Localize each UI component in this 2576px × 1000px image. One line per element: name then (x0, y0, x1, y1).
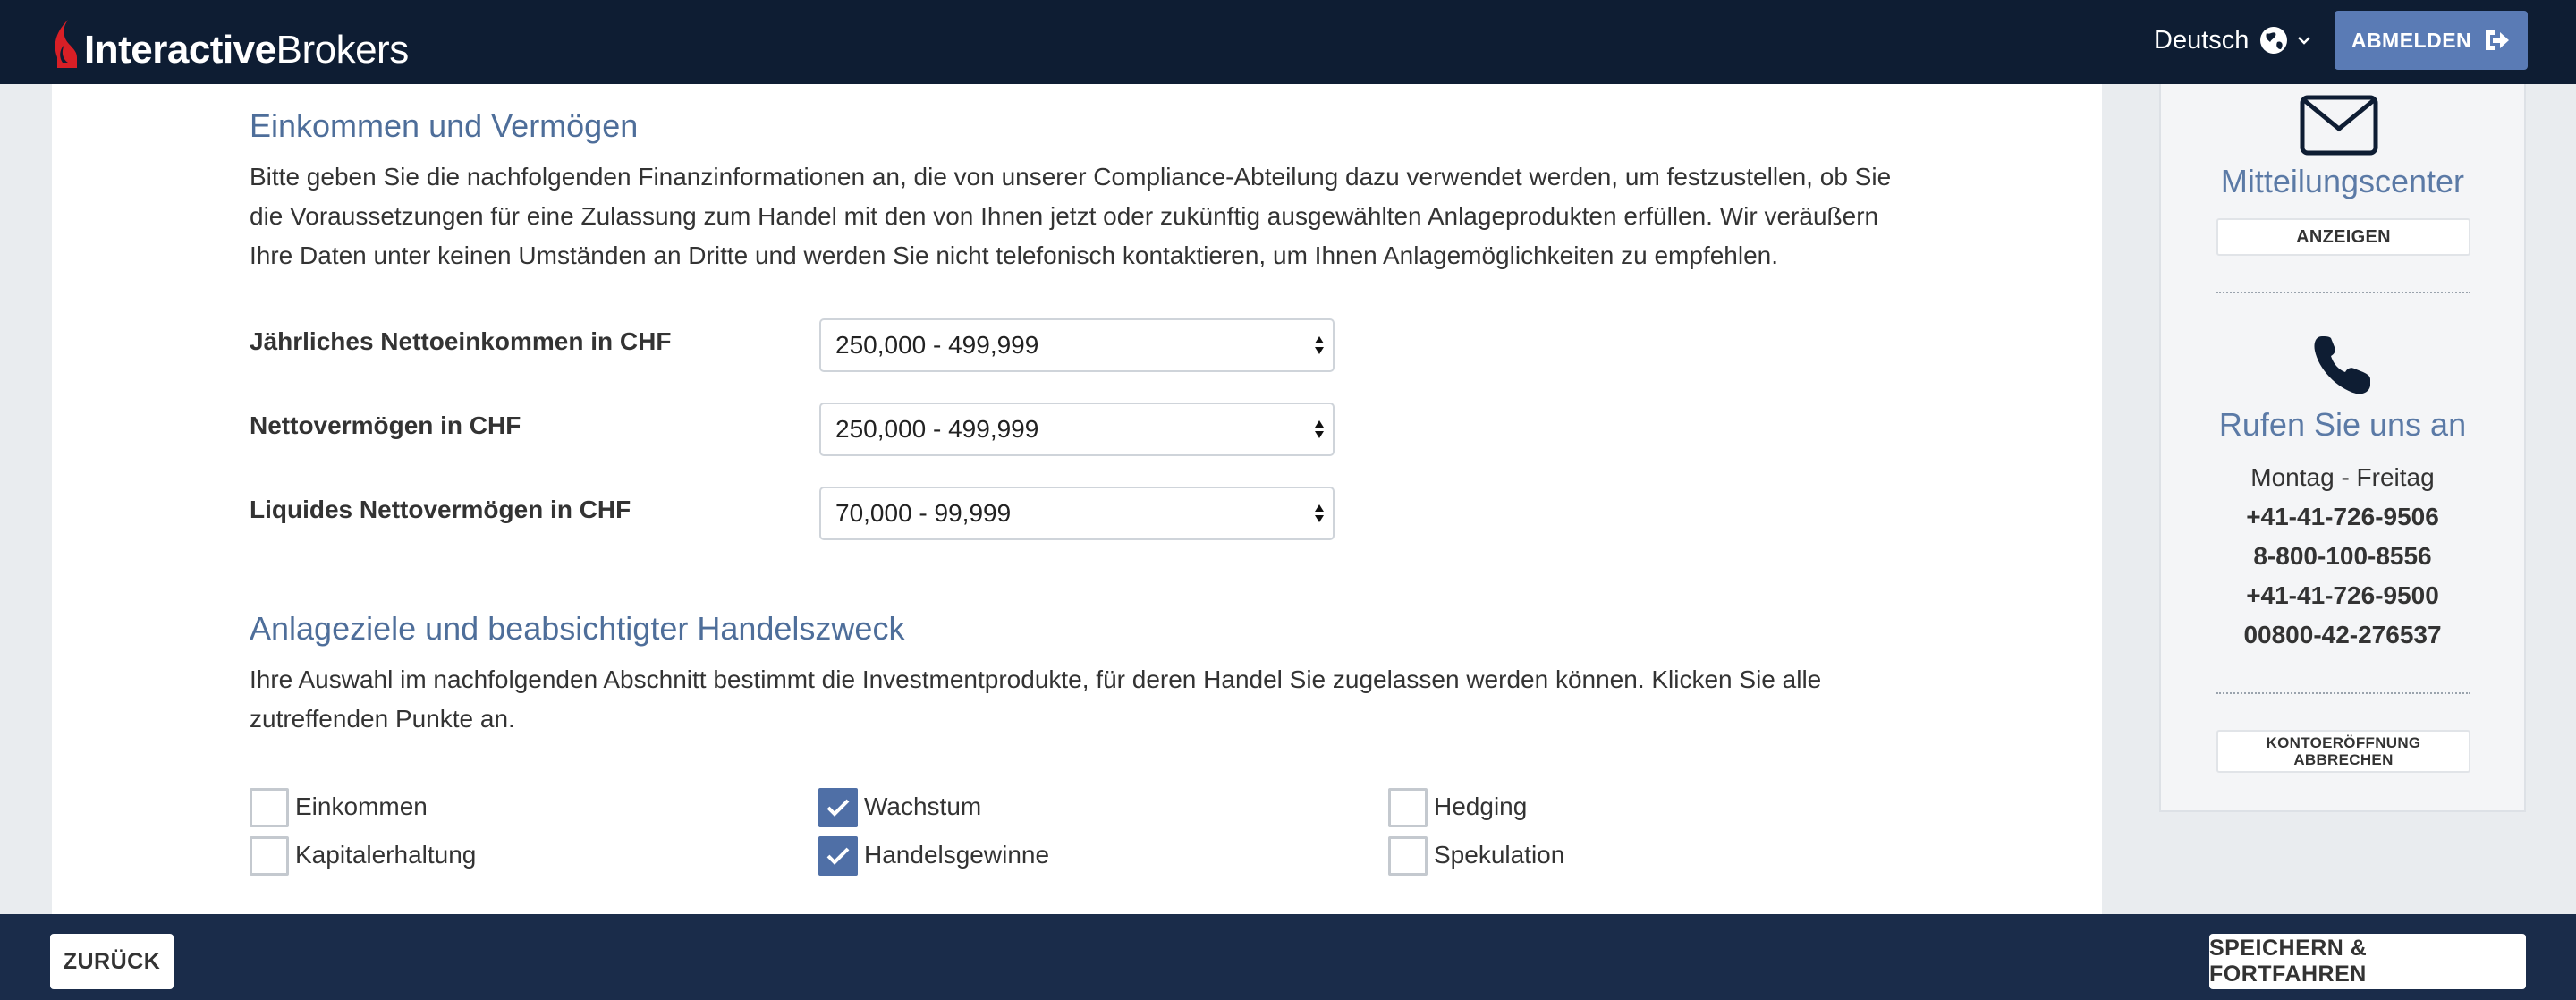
save-continue-button[interactable]: SPEICHERN & FORTFAHREN (2209, 934, 2526, 989)
phone-number[interactable]: +41-41-726-9506 (2246, 503, 2439, 530)
checkmark-icon (826, 846, 850, 866)
message-center-title: Mitteilungscenter (2220, 163, 2465, 199)
globe-icon (2259, 26, 2288, 55)
help-sidebar (2159, 84, 2526, 812)
phone-number[interactable]: 00800-42-276537 (2243, 621, 2442, 648)
goals-section-title: Anlageziele und beabsichtigter Handelszweck (250, 610, 905, 647)
income-section-title: Einkommen und Vermögen (250, 107, 639, 144)
back-button[interactable]: ZURÜCK (50, 934, 174, 989)
net-worth-select[interactable]: 250,000 - 499,999 (819, 403, 1335, 456)
business-hours: Montag - Freitag (2250, 463, 2435, 491)
checkbox-kapitalerhaltung[interactable] (250, 836, 289, 876)
logout-button[interactable] (2334, 11, 2528, 70)
checkbox-handelsgewinne[interactable] (818, 836, 858, 876)
checkmark-icon (826, 798, 850, 818)
view-messages-button[interactable]: ANZEIGEN (2216, 218, 2470, 256)
net-worth-label: Nettovermögen in CHF (250, 411, 521, 439)
checkbox-hedging[interactable] (1388, 788, 1428, 827)
select-arrows-icon (1313, 333, 1326, 358)
logout-label: ABMELDEN (2351, 28, 2472, 52)
goals-description: Ihre Auswahl im nachfolgenden Abschnitt bestimmt die Investmentprodukte, für deren Handel Sie zugelassen werden können. Klicken Sie alle zutreffenden Punkte an. (250, 665, 1822, 733)
cancel-application-button[interactable]: KONTOERÖFFNUNG ABBRECHEN (2216, 730, 2470, 773)
select-arrows-icon (1313, 417, 1326, 442)
footer-bar (0, 914, 2576, 1000)
checkbox-label-kapitalerhaltung: Kapitalerhaltung (295, 841, 477, 869)
income-description: Bitte geben Sie die nachfolgenden Finanzinformationen an, die von unserer Compliance-Abteilung dazu verwendet werden, um festzustellen, ob Sie die Voraussetzungen für eine Zulassung zum Handel mit den von Ihnen jetzt oder zukünftig ausgewählten Anlageprodukten erfüllen. Wir veräußern Ihre Daten unter keinen Umständen an Dritte und werden Sie nicht telefonisch kontaktieren, um Ihnen Anlagemöglichkeiten zu empfehlen. (250, 163, 1892, 269)
language-selector[interactable] (2154, 22, 2311, 58)
exit-icon (2484, 28, 2511, 53)
top-navbar (0, 0, 2576, 84)
logo[interactable] (50, 16, 409, 70)
checkbox-wachstum[interactable] (818, 788, 858, 827)
phone-icon (2309, 333, 2374, 397)
envelope-icon (2300, 95, 2378, 156)
chevron-down-icon (2297, 35, 2311, 46)
ib-flame-icon (50, 18, 80, 70)
divider (2216, 692, 2470, 694)
checkbox-label-spekulation: Spekulation (1434, 841, 1565, 869)
checkbox-label-handelsgewinne: Handelsgewinne (864, 841, 1050, 869)
form-panel (52, 84, 2102, 914)
checkbox-label-einkommen: Einkommen (295, 792, 428, 820)
checkbox-label-wachstum: Wachstum (864, 792, 982, 820)
logo-text: InteractiveBrokers (84, 28, 409, 72)
divider (2216, 292, 2470, 293)
phone-number[interactable]: +41-41-726-9500 (2246, 581, 2439, 609)
checkbox-spekulation[interactable] (1388, 836, 1428, 876)
annual-net-income-select[interactable]: 250,000 - 499,999 (819, 318, 1335, 372)
select-arrows-icon (1313, 501, 1326, 526)
checkbox-einkommen[interactable] (250, 788, 289, 827)
annual-net-income-label: Jährliches Nettoeinkommen in CHF (250, 327, 672, 355)
checkbox-label-hedging: Hedging (1434, 792, 1528, 820)
phone-number[interactable]: 8-800-100-8556 (2253, 542, 2432, 570)
call-us-title: Rufen Sie uns an (2218, 406, 2467, 443)
liquid-net-worth-label: Liquides Nettovermögen in CHF (250, 496, 631, 523)
language-label: Deutsch (2154, 25, 2250, 55)
liquid-net-worth-select[interactable]: 70,000 - 99,999 (819, 487, 1335, 540)
